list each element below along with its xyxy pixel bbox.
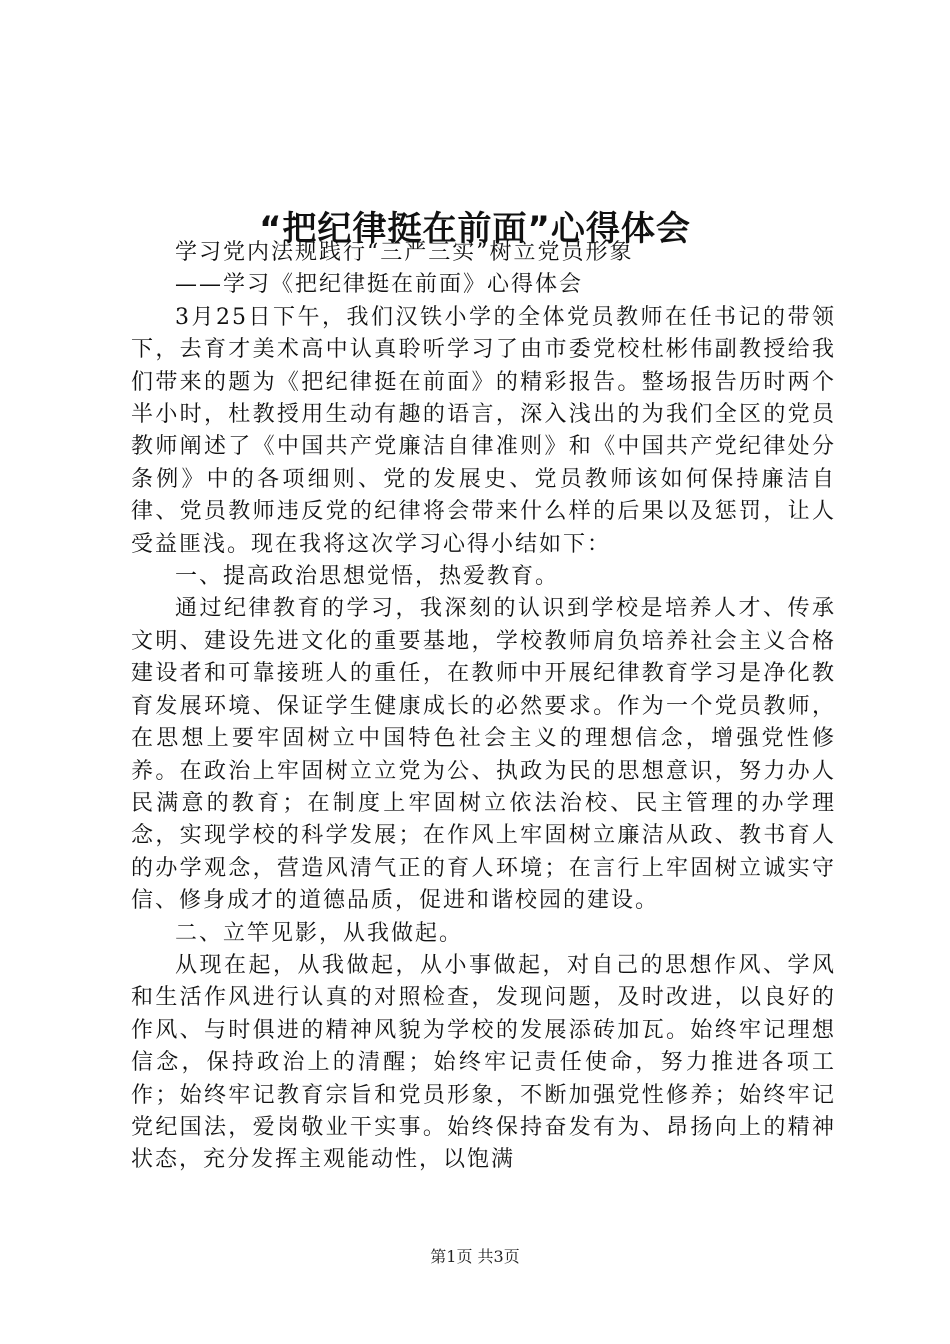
subtitle: 学习党内法规践行“三严三实”树立党员形象 (175, 240, 634, 265)
document-title: “把纪律挺在前面”心得体会 (259, 208, 691, 249)
paragraph-section-1: 通过纪律教育的学习，我深刻的认识到学校是培养人才、传承文明、建设先进文化的重要基地，学校教师肩负培养社会主义合格建设者和可靠接班人的重任，在教师中开展纪律教育学习是净化教育发展环境、保证学生健康成长的必然要求。作为一个党员教师，在思想上要牢固树立中国特色社会主义的理想信念，增强党性修养。在政治上牢固树立立党为公、执政为民的思想意识，努力办人民满意的教育；在制度上牢固树立依法治校、民主管理的办学理念，实现学校的科学发展；在作风上牢固树立廉洁从政、教书育人的办学观念，营造风清气正的育人环境；在言行上牢固树立诚实守信、修身成才的道德品质，促进和谐校园的建设。 (131, 596, 836, 914)
paragraph-section-2: 从现在起，从我做起，从小事做起，对自己的思想作风、学风和生活作风进行认真的对照检查，发现问题，及时改进，以良好的作风、与时俱进的精神风貌为学校的发展添砖加瓦。始终牢记理想信念，保持政治上的清醒；始终牢记责任使命，努力推进各项工作；始终牢记教育宗旨和党员形象，不断加强党性修养；始终牢记党纪国法，爱岗敬业干实事。始终保持奋发有为、昂扬向上的精神状态，充分发挥主观能动性，以饱满 (131, 952, 836, 1173)
page-number-footer: 第1页 共3页 (430, 1247, 520, 1266)
section-heading-2: 二、立竿见影，从我做起。 (175, 920, 464, 946)
paragraph-intro: 3月25日下午，我们汉铁小学的全体党员教师在任书记的带领下，去育才美术高中认真聆听学习了由市委党校杜彬伟副教授给我们带来的题为《把纪律挺在前面》的精彩报告。整场报告历时两个半小时，杜教授用生动有趣的语言，深入浅出的为我们全区的党员教师阐述了《中国共产党廉洁自律准则》和《中国共产党纪律处分条例》中的各项细则、党的发展史、党员教师该如何保持廉洁自律、党员教师违反党的纪律将会带来什么样的后果以及惩罚，让人受益匪浅。现在我将这次学习心得小结如下： (131, 304, 836, 557)
document-body (131, 237, 836, 1177)
subtitle-secondary: ——学习《把纪律挺在前面》心得体会 (175, 272, 584, 298)
section-heading-1: 一、提高政治思想觉悟，热爱教育。 (175, 564, 560, 590)
